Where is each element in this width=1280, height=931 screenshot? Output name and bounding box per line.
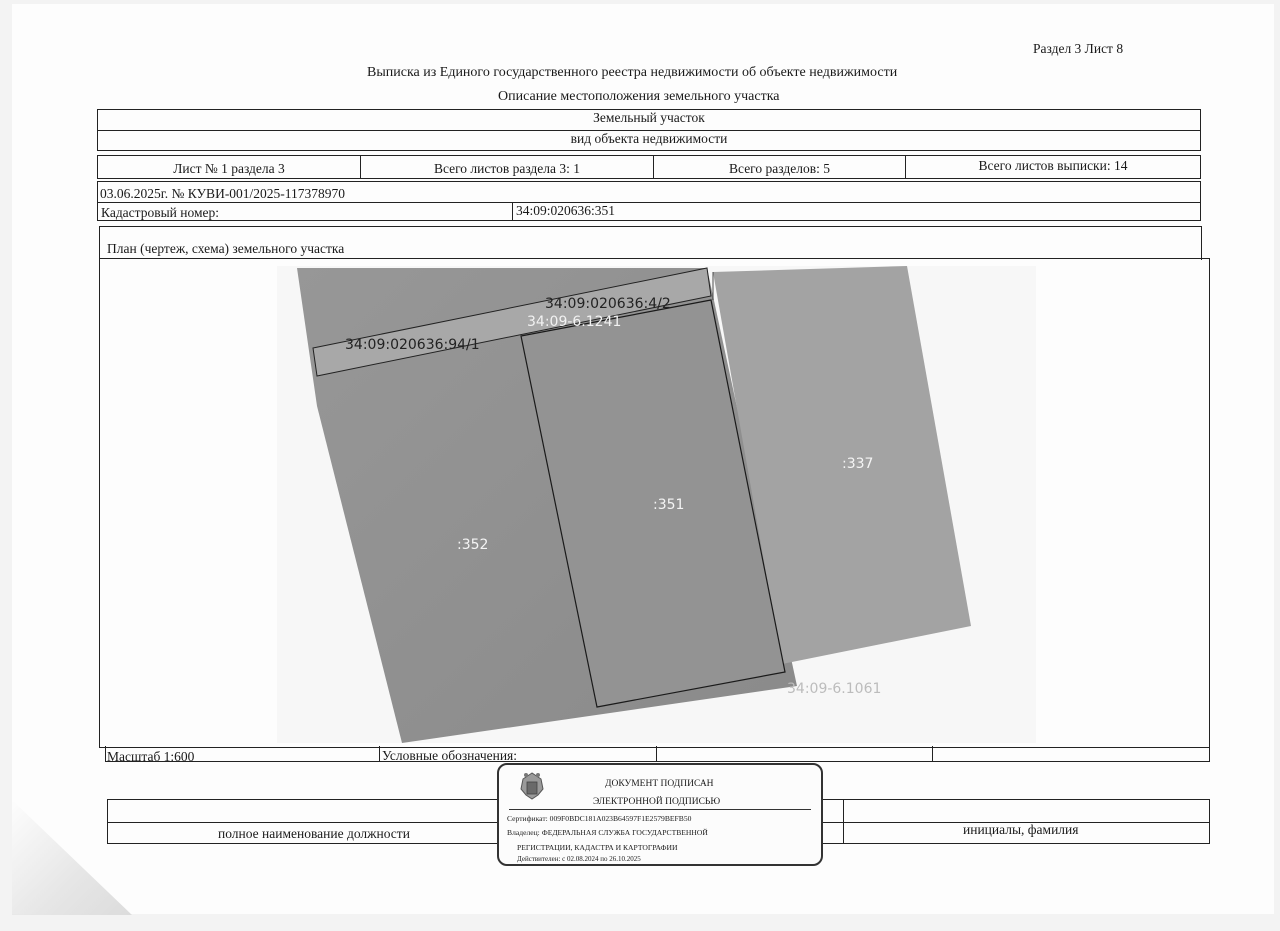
divider [512,202,513,220]
sheet-number: Лист № 1 раздела 3 [173,161,285,176]
record-box [97,181,1201,221]
divider [843,800,844,843]
emblem-icon [515,769,549,807]
plan-title: План (чертеж, схема) земельного участка [107,241,345,256]
stamp-divider [509,809,811,810]
label-parcel-94-1: 34:09:020636:94/1 [345,337,480,353]
document-subtitle: Описание местоположения земельного участка [498,89,780,104]
label-parcel-4-2: 34:09:020636:4/2 [545,296,671,312]
divider [932,746,933,761]
total-sections: Всего разделов: 5 [729,161,830,176]
electronic-signature-stamp [497,763,823,866]
cadastral-plan [277,266,1036,743]
divider [98,202,1200,203]
stamp-line1: ДОКУМЕНТ ПОДПИСАН [605,779,714,789]
label-zone-1241: 34:09-6.1241 [527,314,622,330]
object-kind-caption: вид объекта недвижимости [570,131,728,146]
stamp-owner: Владелец: ФЕДЕРАЛЬНАЯ СЛУЖБА ГОСУДАРСТВЕННОЙ [507,828,708,837]
label-parcel-351: :351 [653,497,685,513]
label-zone-1061: 34:09-6.1061 [787,681,882,697]
record-date-number: 03.06.2025г. № КУВИ-001/2025-117378970 [100,186,346,201]
cadastral-plan-svg [277,266,1036,743]
scale-row [105,746,1210,762]
name-caption: инициалы, фамилия [963,822,1079,837]
divider [379,746,380,761]
position-caption: полное наименование должности [218,826,410,841]
section-sheet-label: Раздел 3 Лист 8 [1033,41,1124,56]
sheets-row [97,155,1201,179]
stamp-valid: Действителен: с 02.08.2024 по 26.10.2025 [517,855,641,863]
document-title: Выписка из Единого государственного реестра недвижимости об объекте недвижимости [367,65,898,80]
divider [656,746,657,761]
cadastral-value: 34:09:020636:351 [516,203,616,218]
plan-title-box [99,226,1202,260]
stamp-certificate: Сертификат: 009F0BDC181A023B64597F1E2579BEFB50 [507,814,692,823]
label-parcel-352: :352 [457,537,489,553]
total-sheets: Всего листов выписки: 14 [978,158,1128,173]
total-sheets-section: Всего листов раздела 3: 1 [433,161,581,176]
stamp-line2: ЭЛЕКТРОННОЙ ПОДПИСЬЮ [593,797,721,807]
object-kind-value: Земельный участок [593,110,705,125]
object-kind-box [97,109,1201,151]
cadastral-label: Кадастровый номер: [101,205,220,220]
scale-label: Масштаб 1:600 [107,749,195,764]
legend-label: Условные обозначения: [382,748,518,763]
label-parcel-337: :337 [842,456,874,472]
stamp-owner2: РЕГИСТРАЦИИ, КАДАСТРА И КАРТОГРАФИИ [517,843,678,852]
